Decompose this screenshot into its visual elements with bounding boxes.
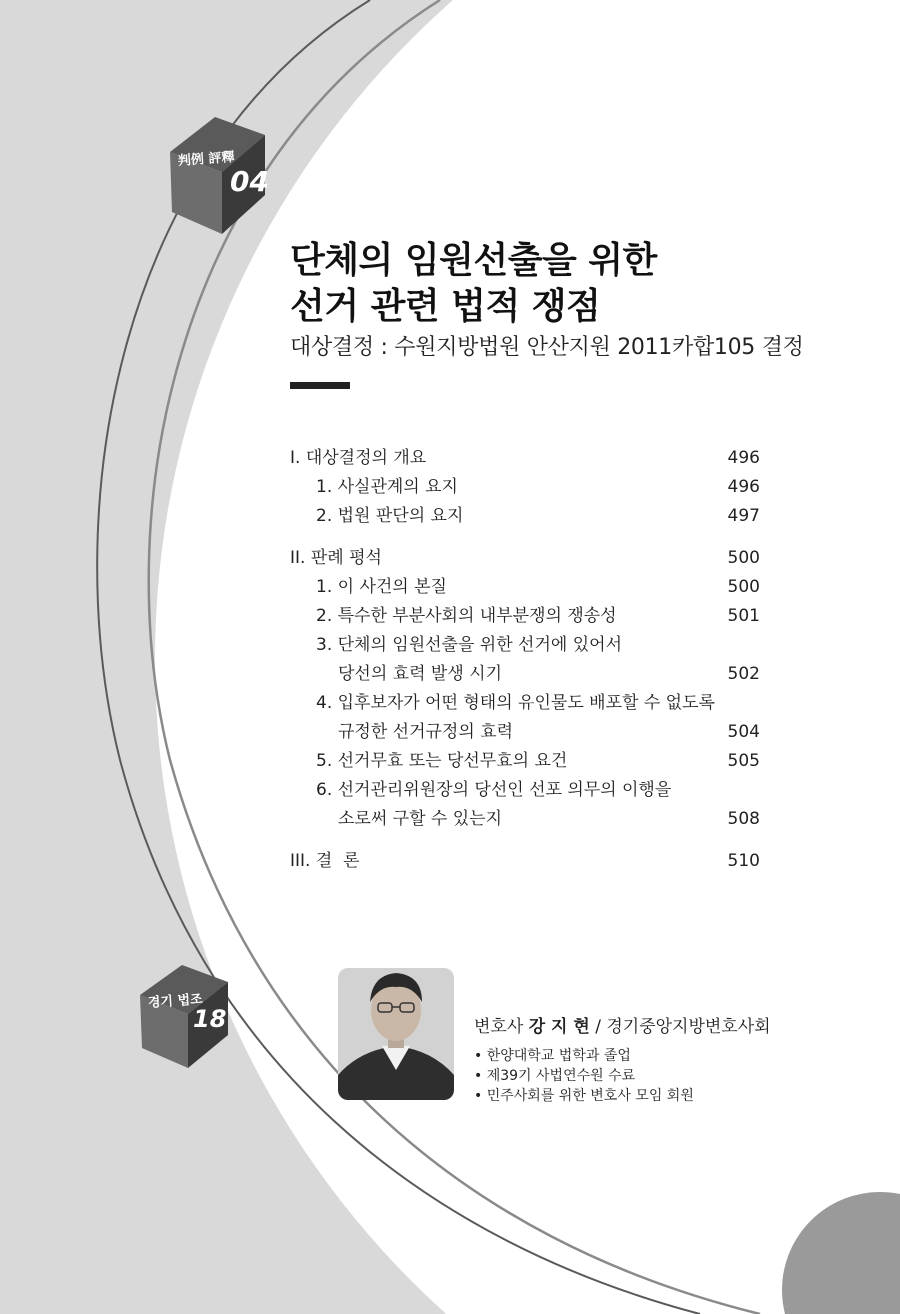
toc-label: 당선의 효력 발생 시기 (338, 664, 503, 684)
toc-row (290, 847, 760, 876)
toc-row (290, 660, 760, 689)
toc-page: 500 (727, 577, 760, 597)
series-label: 判例 評釋 (177, 150, 235, 169)
title-line-2: 선거 관련 법적 쟁점 (290, 286, 601, 327)
bio-item: • 한양대학교 법학과 졸업 (474, 1046, 694, 1066)
toc-row (290, 689, 760, 718)
toc-page: 500 (727, 548, 760, 568)
toc-row (290, 502, 760, 531)
toc-row (290, 718, 760, 747)
toc-row (290, 776, 760, 805)
magazine-label: 경기 법조 (147, 992, 204, 1011)
toc-row (290, 473, 760, 502)
toc-label: 2. 특수한 부분사회의 내부분쟁의 쟁송성 (316, 606, 617, 626)
author-name: 강 지 현 (528, 1017, 590, 1037)
toc-label: 4. 입후보자가 어떤 형태의 유인물도 배포할 수 없도록 (316, 693, 715, 713)
toc-label: 3. 단체의 임원선출을 위한 선거에 있어서 (316, 635, 622, 655)
toc-page: 504 (727, 722, 760, 742)
toc-page: 496 (727, 477, 760, 497)
toc-page: 501 (727, 606, 760, 626)
toc-row (290, 631, 760, 660)
toc-row (290, 544, 760, 573)
toc-label: 2. 법원 판단의 요지 (316, 506, 464, 526)
toc-page: 510 (727, 851, 760, 871)
toc-label: III. 결 론 (290, 851, 360, 871)
toc-label: 1. 이 사건의 본질 (316, 577, 447, 597)
toc-page: 502 (727, 664, 760, 684)
toc-label: 5. 선거무효 또는 당선무효의 요건 (316, 751, 568, 771)
toc-label: 6. 선거관리위원장의 당선인 선포 의무의 이행을 (316, 780, 672, 800)
title-divider (290, 382, 350, 389)
bio-item: • 민주사회를 위한 변호사 모임 회원 (474, 1086, 694, 1106)
series-number: 04 (230, 165, 269, 198)
subtitle: 대상결정 : 수원지방법원 안산지원 2011카합105 결정 (290, 335, 804, 360)
toc-row (290, 747, 760, 776)
toc-page: 497 (727, 506, 760, 526)
toc-label: 1. 사실관계의 요지 (316, 477, 458, 497)
author-line (474, 1012, 771, 1037)
toc-page: 496 (727, 448, 760, 468)
toc-label: 규정한 선거규정의 효력 (338, 722, 514, 742)
page-title (290, 238, 657, 330)
toc-row (290, 444, 760, 473)
toc-label: 소로써 구할 수 있는지 (338, 809, 503, 829)
bio-item: • 제39기 사법연수원 수료 (474, 1066, 694, 1086)
author-bio (474, 1046, 694, 1106)
toc-label: I. 대상결정의 개요 (290, 448, 427, 468)
toc-page: 505 (727, 751, 760, 771)
author-photo (338, 968, 454, 1100)
toc-row (290, 573, 760, 602)
author-affiliation: 경기중앙지방변호사회 (606, 1017, 771, 1037)
toc-label: II. 판례 평석 (290, 548, 382, 568)
toc-page: 508 (727, 809, 760, 829)
title-line-1: 단체의 임원선출을 위한 (290, 240, 657, 281)
author-separator: / (595, 1017, 601, 1037)
table-of-contents (290, 444, 760, 876)
toc-row (290, 805, 760, 834)
volume-number: 18 (193, 1005, 227, 1033)
toc-row (290, 602, 760, 631)
author-role: 변호사 (474, 1017, 524, 1037)
